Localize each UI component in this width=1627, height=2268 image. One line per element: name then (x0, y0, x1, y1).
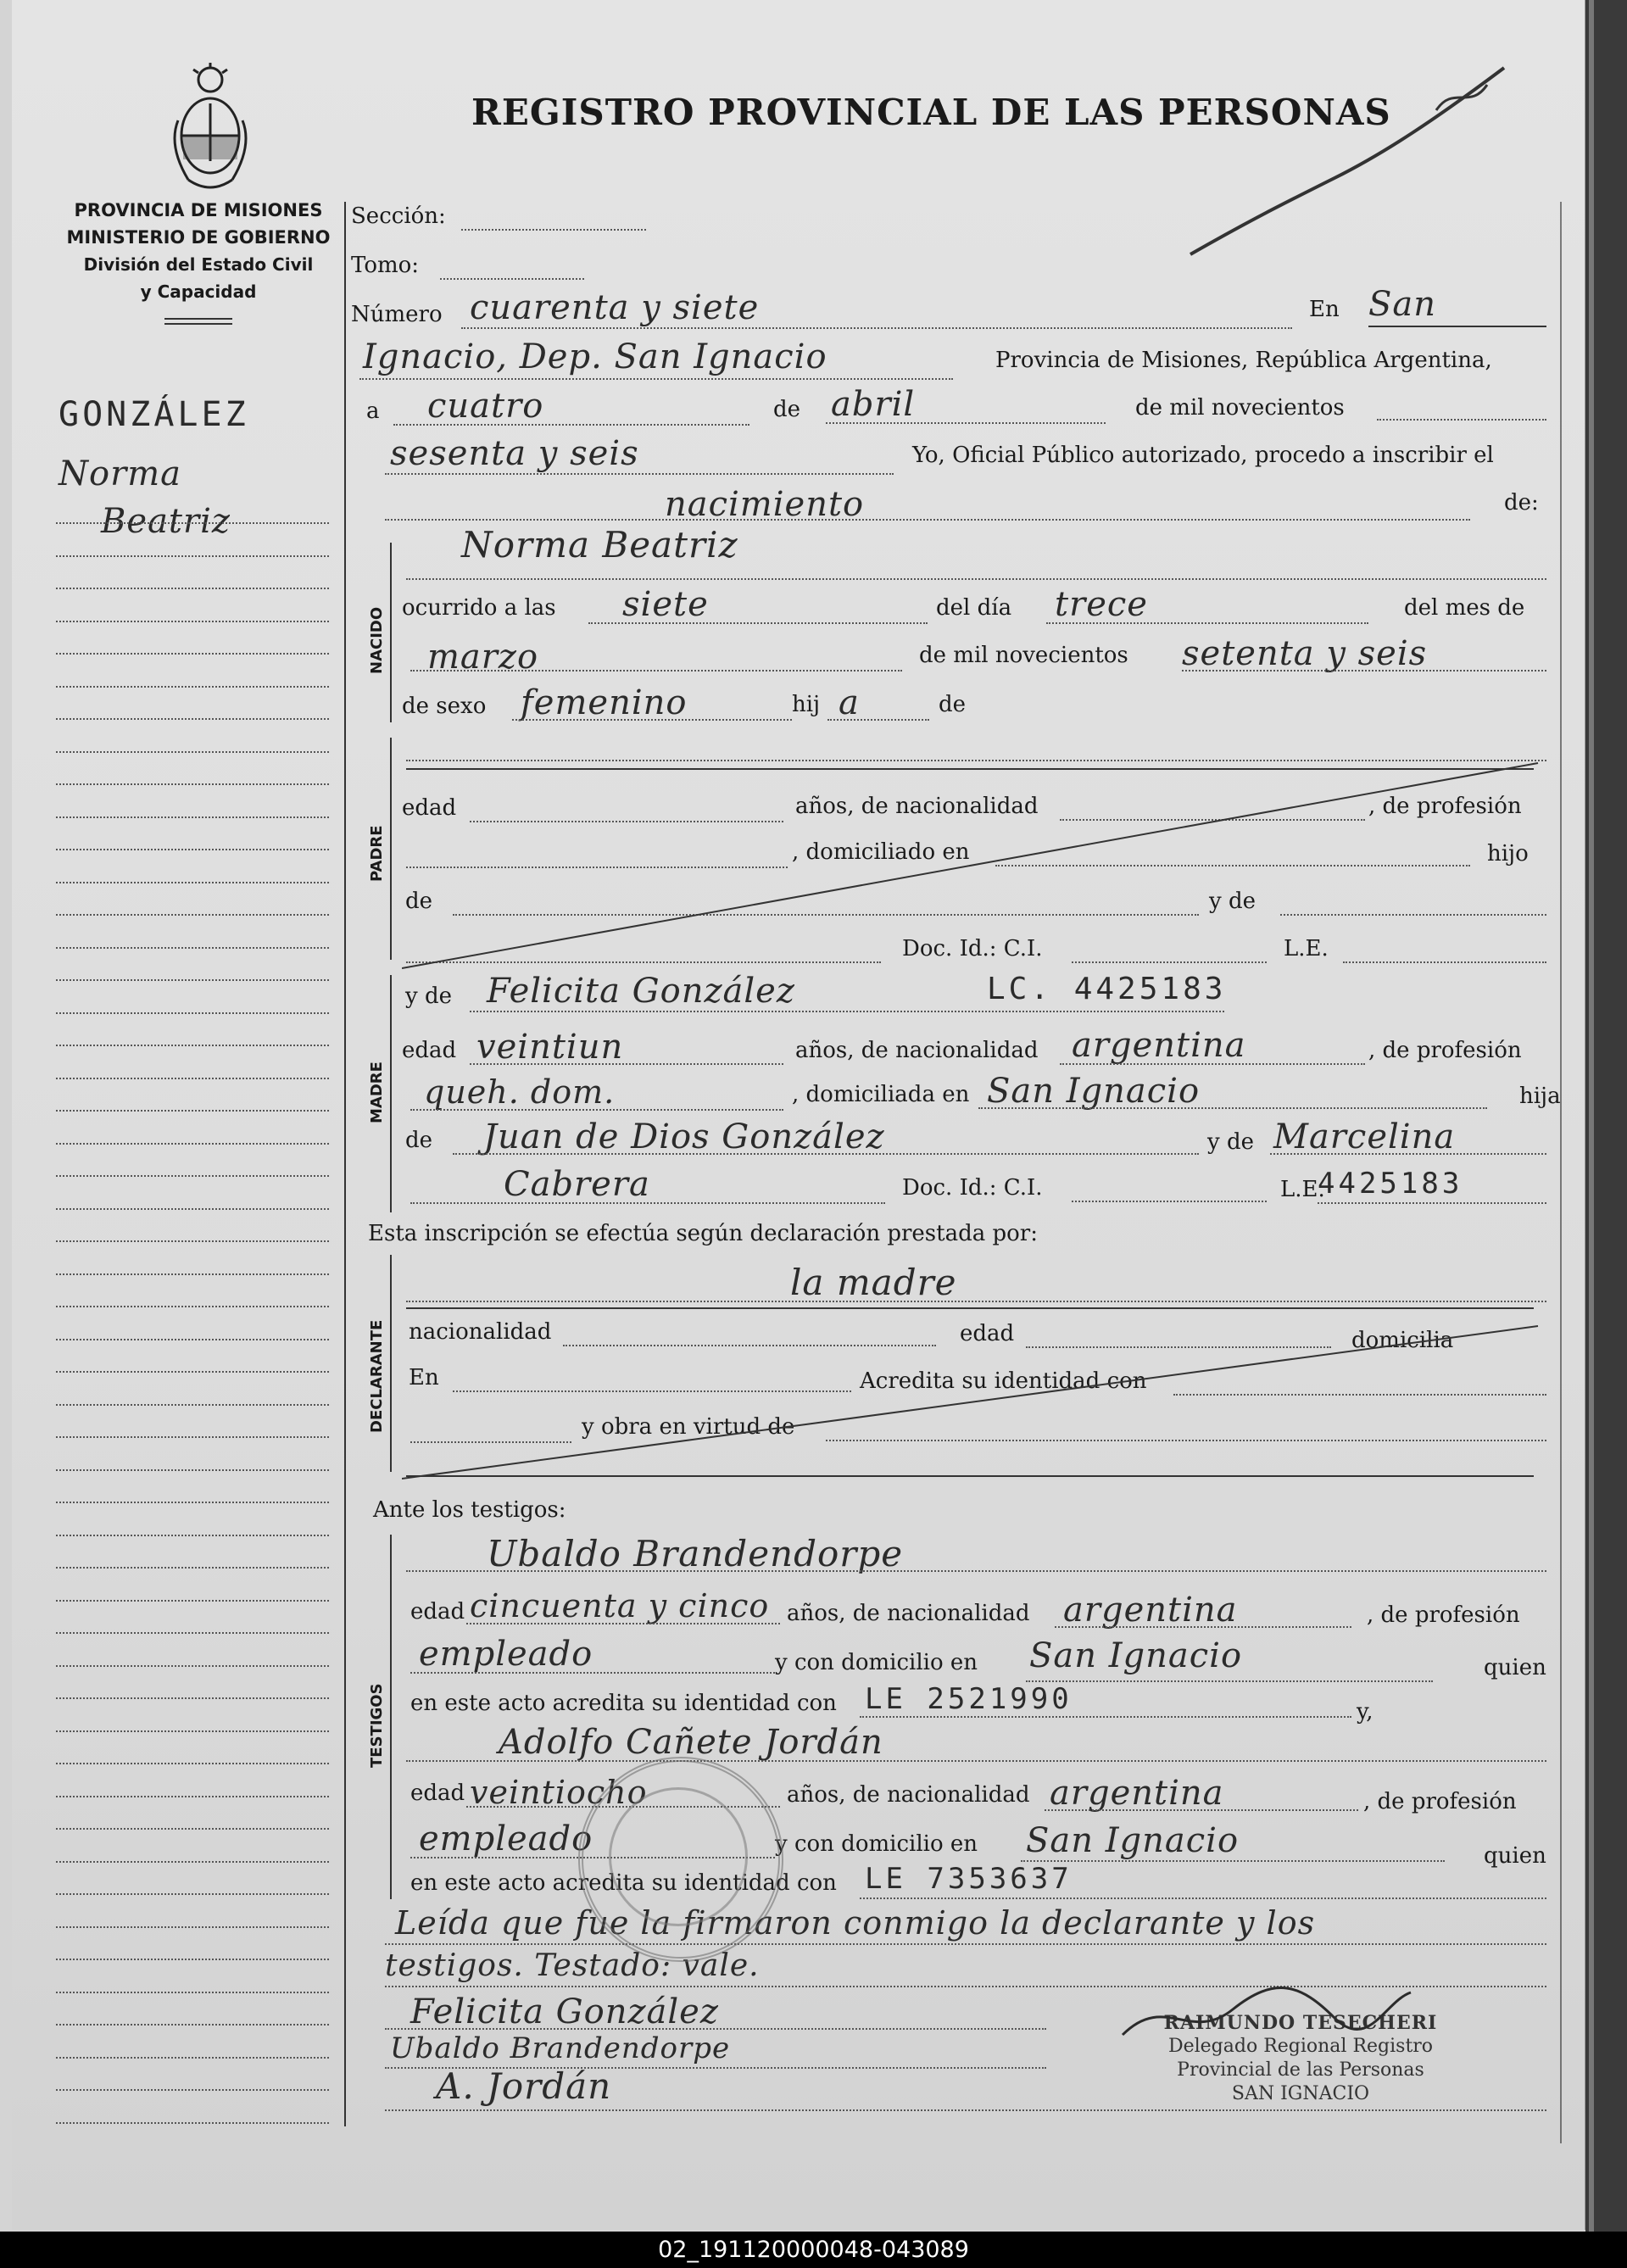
margin-rule (56, 1567, 329, 1569)
issuer-division: División del Estado Civil (83, 254, 314, 275)
acto-field (385, 519, 1470, 521)
dia-nac-value: trece (1055, 585, 1148, 624)
firma-testigo-2: A. Jordán (436, 2065, 612, 2107)
de-mil-nov-label-2: de mil novecientos (919, 643, 1128, 668)
t2-dom-field (1021, 1860, 1445, 1862)
padre-section-label: PADRE (368, 825, 386, 882)
en-value-1: San (1368, 285, 1437, 324)
margin-rule (56, 1535, 329, 1536)
margin-rule (56, 1045, 329, 1046)
margin-rule (56, 947, 329, 949)
hij-value: a (839, 683, 860, 722)
margin-rule (56, 653, 329, 655)
testigos-intro-label: Ante los testigos: (373, 1497, 566, 1523)
padre-yde-label: y de (1209, 889, 1256, 914)
padre-anos-label: años, de nacionalidad (795, 794, 1039, 819)
madre-doc-field-a (410, 1202, 885, 1204)
en-label: En (1309, 297, 1340, 322)
numero-field (461, 327, 1292, 329)
a-label: a (366, 398, 380, 424)
margin-rule (56, 816, 329, 818)
provincia-label: Provincia de Misiones, República Argentina, (995, 348, 1492, 373)
t1-nac-value: argentina (1063, 1591, 1238, 1630)
margin-rule (56, 1926, 329, 1928)
right-frame-line (1560, 202, 1562, 2143)
margin-surname: GONZÁLEZ (59, 395, 249, 434)
margin-rule (56, 1240, 329, 1242)
margin-rule (56, 2089, 329, 2091)
anio-nac-field (1182, 670, 1546, 671)
padre-de-label: de (405, 889, 433, 914)
numero-label: Número (351, 302, 443, 327)
t1-anos-label: años, de nacionalidad (787, 1601, 1030, 1626)
declarante-section-label: DECLARANTE (368, 1319, 386, 1433)
registrar-line-3: SAN IGNACIO (1231, 2083, 1370, 2104)
madre-edad-label: edad (402, 1038, 457, 1063)
issuer-capacity: y Capacidad (140, 281, 257, 302)
ocurrido-label: ocurrido a las (402, 595, 556, 621)
margin-rule (56, 1861, 329, 1863)
testigos-section-label: TESTIGOS (368, 1683, 386, 1768)
margin-rule (56, 1992, 329, 1993)
t1-acredita-label: en este acto acredita su identidad con (410, 1691, 837, 1716)
madre-padre-value: Juan de Dios González (483, 1117, 885, 1156)
t2-acredita-label: en este acto acredita su identidad con (410, 1870, 837, 1896)
madre-ci-field (1072, 1201, 1267, 1202)
mes-field (826, 422, 1106, 424)
declarante-crossout-line (402, 1323, 1555, 1484)
madre-le-value-2: 4425183 (1318, 1167, 1463, 1201)
padre-le-label: L.E. (1284, 936, 1329, 961)
declarante-name-rule (406, 1307, 1534, 1309)
margin-rule (56, 686, 329, 688)
margin-rule (56, 914, 329, 916)
padre-dom-label: , domiciliado en (792, 839, 970, 865)
margin-rule (56, 1306, 329, 1307)
firma-field-1 (385, 2028, 1046, 2030)
madre-hija-label: hija (1519, 1084, 1561, 1109)
testigos-bracket (390, 1535, 392, 1899)
t2-edad-value: veintiocho (470, 1774, 648, 1811)
margin-rule (56, 1143, 329, 1145)
issuer-ministry: MINISTERIO DE GOBIERNO (66, 227, 331, 248)
madre-bracket (390, 975, 392, 1212)
t2-quien-label: quien (1484, 1843, 1546, 1869)
t1-quien-label: quien (1484, 1655, 1546, 1680)
madre-prof-value: queh. dom. (424, 1073, 616, 1111)
t2-nombre-field (406, 1760, 1546, 1762)
madre-dom-field (978, 1107, 1487, 1109)
declarante-nac-label: nacionalidad (409, 1319, 552, 1345)
t2-anos-label: años, de nacionalidad (787, 1782, 1030, 1808)
leida-line-1: Leída que fue la firmaron conmigo la declarante y los (395, 1904, 1316, 1942)
margin-rule (56, 1697, 329, 1699)
madre-de-label: de (405, 1128, 433, 1153)
image-caption (0, 2232, 1627, 2268)
issuer-province: PROVINCIA DE MISIONES (74, 200, 323, 220)
mes-value: abril (831, 385, 916, 424)
t1-nombre-field (406, 1570, 1546, 1572)
certificate-page (12, 0, 1587, 2230)
madre-padre-field (453, 1153, 1199, 1155)
hij-field (827, 719, 929, 721)
margin-rule (56, 1371, 329, 1373)
hij-label: hij (792, 692, 821, 717)
margin-rule (56, 2024, 329, 2026)
margin-rule (56, 1404, 329, 1406)
acto-value: nacimiento (665, 485, 865, 524)
margin-rule (56, 1339, 329, 1340)
t2-prof-value: empleado (419, 1819, 593, 1858)
firma-testigo-1: Ubaldo Brandendorpe (390, 2031, 731, 2065)
margin-rule (56, 2057, 329, 2059)
padre-prof-label: , de profesión (1368, 794, 1522, 819)
declarante-value: la madre (790, 1262, 957, 1303)
margin-rule (56, 1828, 329, 1830)
t1-prof-field (410, 1672, 775, 1674)
margin-rule (56, 1273, 329, 1275)
margin-rule (56, 1436, 329, 1438)
madre-madre-field (1270, 1153, 1546, 1155)
sexo-field (512, 719, 792, 721)
declarante-dom-label: domicilia (1351, 1328, 1454, 1353)
madre-le-field (1318, 1202, 1546, 1204)
declarante-bracket (390, 1255, 392, 1472)
inscripcion-label: Esta inscripción se efectúa según declaración prestada por: (368, 1221, 1038, 1246)
t1-nombre-value: Ubaldo Brandendorpe (487, 1533, 904, 1574)
seccion-field (461, 229, 646, 231)
declarante-name-field (406, 1301, 1546, 1302)
t1-doc-value: LE 2521990 (865, 1682, 1073, 1716)
margin-rule (56, 1110, 329, 1112)
leida-field-1 (385, 1943, 1546, 1945)
t2-doc-value: LE 7353637 (865, 1862, 1073, 1896)
margin-rule (56, 1012, 329, 1014)
madre-dom-label: , domiciliada en (792, 1082, 970, 1107)
nacido-bracket (390, 543, 392, 722)
issuer-rule (164, 318, 232, 320)
t2-nac-field (1045, 1809, 1358, 1811)
padre-bracket (390, 738, 392, 960)
t1-edad-value: cincuenta y cinco (470, 1587, 770, 1624)
official-round-stamp (578, 1757, 783, 1962)
margin-rule (56, 849, 329, 850)
registrar-line-2: Provincial de las Personas (1177, 2059, 1424, 2081)
del-mes-label: del mes de (1404, 595, 1525, 621)
t2-dom-label: y con domicilio en (775, 1831, 978, 1857)
t1-edad-label: edad (410, 1599, 465, 1624)
t2-edad-label: edad (410, 1780, 465, 1806)
t2-doc-field (860, 1897, 1546, 1899)
numero-value: cuarenta y siete (470, 288, 760, 327)
mes-nac-field (410, 670, 902, 671)
dia-value: cuatro (427, 387, 544, 426)
en-value-2: Ignacio, Dep. San Ignacio (363, 337, 827, 376)
madre-le-value: LC. 4425183 (987, 972, 1227, 1006)
padre-doc-label: Doc. Id.: C.I. (902, 936, 1043, 961)
margin-rule (56, 1730, 329, 1732)
margin-rule (56, 555, 329, 557)
madre-nombre-field (470, 1011, 1224, 1012)
anio-nac-value: setenta y seis (1182, 634, 1428, 673)
coat-of-arms-icon (163, 61, 258, 197)
padre-crossout-line (402, 746, 1555, 975)
madre-le-label: L.E. (1280, 1177, 1325, 1202)
declarante-obra-label: y obra en virtud de (582, 1414, 795, 1440)
hora-field (588, 622, 928, 624)
margin-rule (56, 2122, 329, 2124)
binding-highlight (1589, 0, 1594, 2268)
tomo-field (440, 278, 584, 280)
t1-dom-label: y con domicilio en (775, 1650, 978, 1675)
de-label: de (773, 397, 801, 422)
madre-prof-label: , de profesión (1368, 1038, 1522, 1063)
margin-rule (56, 1796, 329, 1797)
issuer-block (46, 197, 351, 305)
madre-edad-field (470, 1063, 783, 1065)
madre-nombre-value: Felicita González (487, 972, 795, 1011)
en-field-2 (359, 378, 953, 380)
t1-y-label: y, (1357, 1699, 1373, 1725)
de-label-3: de (939, 692, 967, 717)
leida-line-2: testigos. Testado: vale. (385, 1948, 760, 1983)
t2-dom-value: San Ignacio (1026, 1821, 1240, 1860)
margin-rule (56, 1600, 329, 1602)
hora-value: siete (622, 585, 709, 624)
madre-nac-value: argentina (1072, 1026, 1246, 1065)
madre-madre-value-2: Cabrera (504, 1165, 650, 1204)
madre-nac-field (1060, 1063, 1365, 1065)
t1-nac-field (1055, 1626, 1351, 1628)
margin-rule (56, 1763, 329, 1764)
firma-field-3 (385, 2109, 1546, 2111)
madre-yde-label: y de (405, 984, 452, 1009)
margin-rule (56, 1469, 329, 1471)
madre-prof-field (410, 1109, 783, 1111)
tomo-label: Tomo: (351, 253, 420, 278)
anio-value: sesenta y seis (390, 434, 639, 473)
registrar-line-1: Delegado Regional Registro (1167, 2036, 1434, 2057)
margin-rule (56, 588, 329, 589)
firma-madre: Felicita González (410, 1992, 719, 2031)
margin-rule (56, 1632, 329, 1634)
madre-yde-label-2: y de (1207, 1129, 1254, 1155)
anio-field (385, 473, 894, 475)
yo-label: Yo, Oficial Público autorizado, procedo a inscribir el (912, 443, 1494, 468)
caption-text: 02_191120000048-043089 (658, 2237, 969, 2263)
declarante-en-label: En (409, 1365, 439, 1390)
declarante-acredita-label: Acredita su identidad con (860, 1368, 1147, 1394)
madre-dom-value: San Ignacio (987, 1072, 1201, 1111)
registrar-signature-scribble (1114, 1975, 1419, 2052)
t2-nac-value: argentina (1050, 1774, 1224, 1813)
padre-hijo-label: hijo (1487, 841, 1529, 867)
margin-rule (56, 1502, 329, 1503)
margin-rule (56, 718, 329, 720)
t2-prof-label: , de profesión (1363, 1789, 1517, 1814)
nombre-value: Norma Beatriz (461, 524, 738, 566)
margin-rule (56, 1665, 329, 1667)
margin-rule (56, 522, 329, 524)
margin-rule (56, 783, 329, 785)
del-dia-label: del día (936, 595, 1012, 621)
margin-rule (56, 979, 329, 981)
margin-divider (344, 202, 346, 2126)
margin-rule (56, 1959, 329, 1960)
marginal-annotation-scribble (1182, 51, 1538, 271)
padre-edad-label: edad (402, 795, 457, 821)
margin-rule (56, 751, 329, 753)
madre-doc-label: Doc. Id.: C.I. (902, 1175, 1043, 1201)
dia-nac-field (1046, 622, 1368, 624)
en-field (1368, 326, 1546, 327)
margin-rule (56, 1175, 329, 1177)
registrar-name: RAIMUNDO TESECHERI (1163, 2012, 1438, 2034)
margin-rule (56, 882, 329, 883)
margin-rule (56, 621, 329, 622)
margin-rule (56, 1078, 329, 1079)
t1-doc-field (860, 1716, 1351, 1718)
sexo-value: femenino (521, 683, 688, 722)
t1-prof-value: empleado (419, 1635, 593, 1674)
margin-rule (56, 1893, 329, 1895)
t1-prof-label: , de profesión (1367, 1602, 1520, 1628)
issuer-rule-2 (164, 323, 232, 325)
de-sexo-label: de sexo (402, 694, 487, 719)
madre-anos-label: años, de nacionalidad (795, 1038, 1039, 1063)
de-colon-label: de: (1504, 490, 1539, 515)
t1-edad-field (466, 1623, 780, 1624)
de-mil-nov-label: de mil novecientos (1135, 395, 1345, 421)
seccion-label: Sección: (351, 203, 446, 229)
t2-nombre-value: Adolfo Cañete Jordán (499, 1723, 883, 1762)
madre-edad-value: veintiun (476, 1028, 624, 1067)
margin-rule (56, 1208, 329, 1210)
document-title: REGISTRO PROVINCIAL DE LAS PERSONAS (471, 92, 1391, 133)
t1-dom-field (1026, 1680, 1433, 1682)
anio-field-1 (1377, 419, 1546, 421)
margin-given-2: Beatriz (101, 502, 231, 541)
t1-dom-value: San Ignacio (1029, 1636, 1243, 1675)
mes-nac-value: marzo (427, 638, 539, 677)
dia-field (393, 424, 749, 426)
declarante-edad-label: edad (960, 1321, 1015, 1346)
margin-given-1: Norma (59, 454, 181, 493)
nacido-section-label: NACIDO (368, 606, 386, 674)
madre-madre-value-1: Marcelina (1273, 1117, 1456, 1156)
nombre-field (406, 578, 1546, 580)
madre-section-label: MADRE (368, 1062, 386, 1123)
